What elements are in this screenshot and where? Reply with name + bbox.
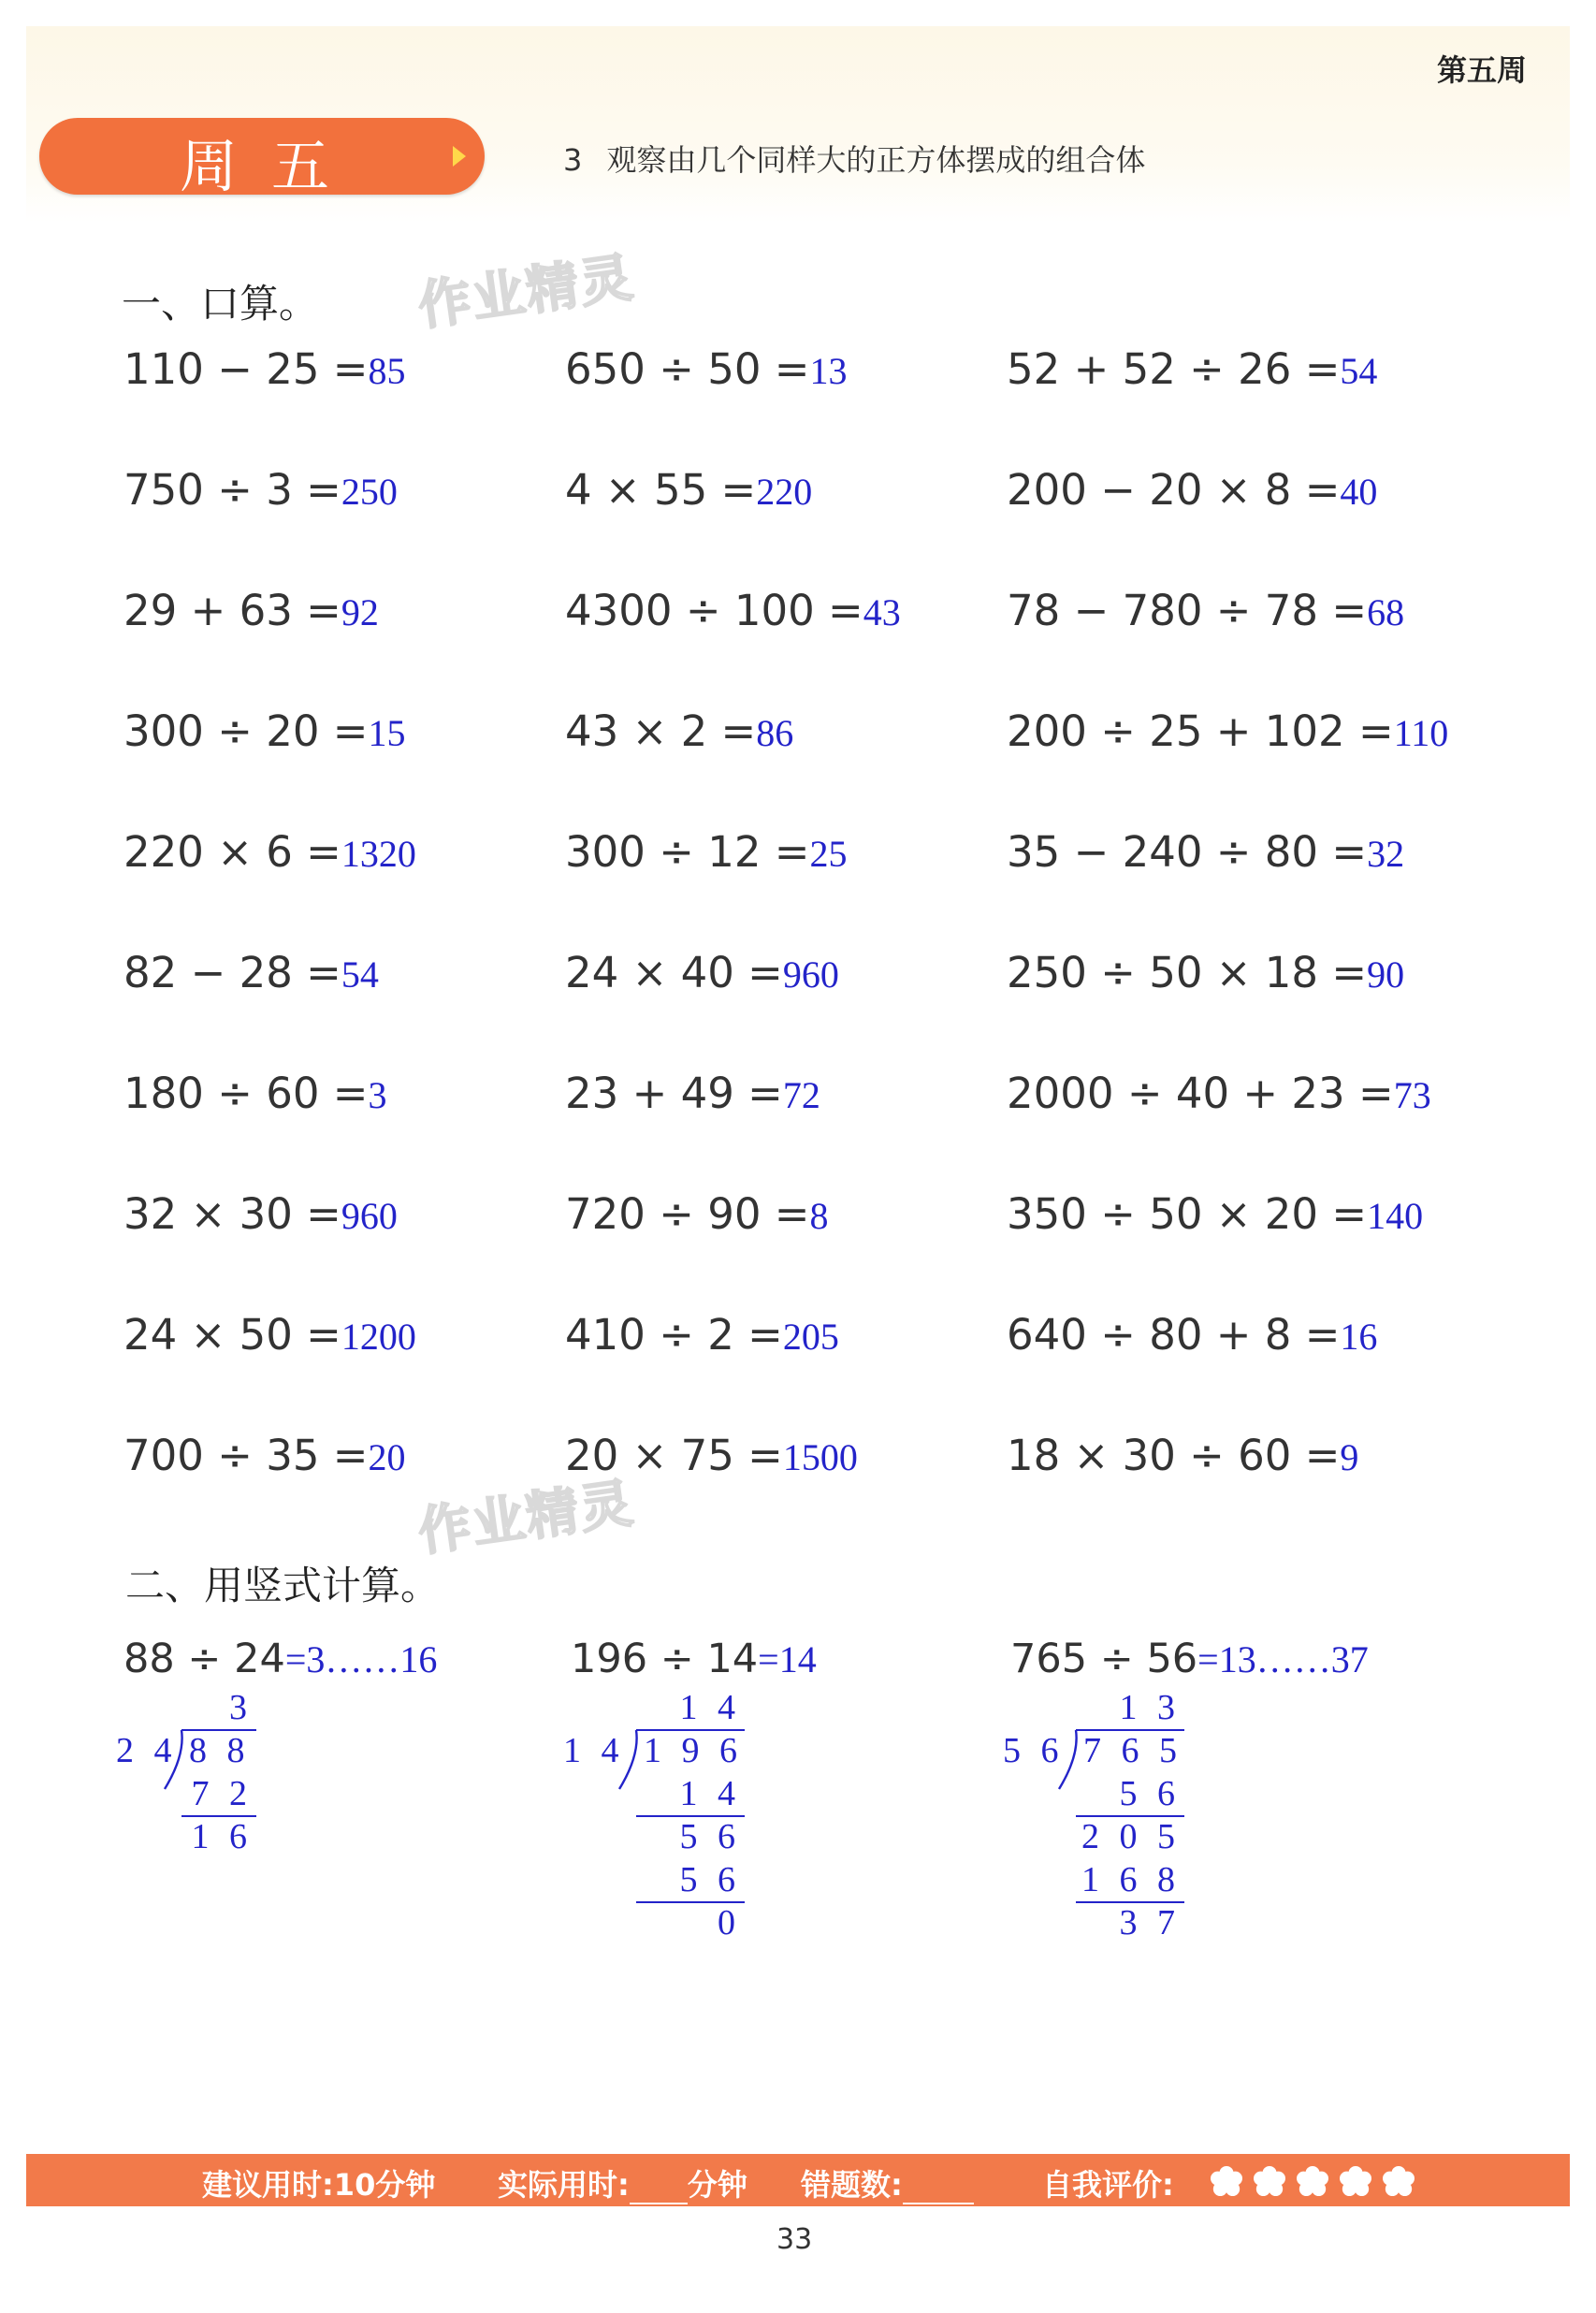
problem-expression: 410 ÷ 2 = bbox=[565, 1310, 783, 1360]
problem-answer[interactable]: 15 bbox=[368, 712, 406, 754]
mental-math-problem bbox=[565, 465, 812, 515]
problem-expression: 20 × 75 = bbox=[565, 1431, 783, 1480]
mental-math-problem bbox=[565, 586, 901, 635]
problem-answer[interactable]: 32 bbox=[1367, 833, 1405, 875]
lesson-title bbox=[563, 137, 1145, 180]
division-bracket bbox=[161, 1727, 189, 1793]
mental-math-problem bbox=[1007, 1069, 1431, 1118]
problem-expression: 720 ÷ 90 = bbox=[565, 1189, 810, 1239]
mental-math-problem bbox=[1007, 1431, 1358, 1480]
watermark: 作业精灵 bbox=[414, 247, 639, 338]
problem-expression: 220 × 6 = bbox=[123, 827, 341, 877]
problem-expression: 180 ÷ 60 = bbox=[123, 1069, 369, 1118]
problem-answer[interactable]: 54 bbox=[1340, 350, 1378, 392]
problem-answer[interactable]: 960 bbox=[341, 1195, 398, 1237]
division-quotient: 1 3 bbox=[1119, 1688, 1181, 1727]
mental-math-problem bbox=[565, 344, 847, 394]
error-count-blank[interactable] bbox=[903, 2178, 974, 2204]
problem-answer[interactable]: 25 bbox=[809, 833, 848, 875]
self-eval-stars bbox=[1209, 2165, 1416, 2197]
problem-expression: 29 + 63 = bbox=[123, 586, 341, 635]
problem-answer[interactable]: 72 bbox=[782, 1074, 820, 1116]
problem-answer[interactable]: 68 bbox=[1367, 591, 1405, 633]
problem-answer[interactable]: 1200 bbox=[341, 1316, 416, 1358]
arrow-right-icon bbox=[453, 146, 466, 167]
week-label: 第五周 bbox=[1436, 52, 1527, 88]
mental-math-problem bbox=[565, 1189, 828, 1239]
division-bracket bbox=[616, 1727, 644, 1793]
problem-answer[interactable]: 13 bbox=[809, 350, 848, 392]
problem-expression: 18 × 30 ÷ 60 = bbox=[1007, 1431, 1341, 1480]
problem-expression: 700 ÷ 35 = bbox=[123, 1431, 369, 1480]
problem-expression: 300 ÷ 12 = bbox=[565, 827, 810, 877]
problem-expression: 4300 ÷ 100 = bbox=[565, 586, 863, 635]
mental-math-problem bbox=[1007, 1310, 1377, 1360]
mental-math-problem bbox=[123, 465, 398, 515]
problem-answer[interactable]: 205 bbox=[782, 1316, 839, 1358]
mental-math-problem bbox=[123, 1069, 386, 1118]
problem-expression: 200 − 20 × 8 = bbox=[1007, 465, 1341, 515]
self-eval-label: 自我评价: bbox=[1042, 2167, 1174, 2203]
problem-answer[interactable]: 1500 bbox=[782, 1436, 858, 1478]
problem-answer[interactable]: 73 bbox=[1393, 1074, 1431, 1116]
problem-answer[interactable]: 20 bbox=[368, 1436, 406, 1478]
mental-math-problem bbox=[1007, 344, 1377, 394]
problem-answer[interactable]: 40 bbox=[1340, 471, 1378, 513]
error-count bbox=[801, 2161, 974, 2204]
division-divisor: 2 4 bbox=[116, 1731, 178, 1770]
division-answer[interactable]: =13……37 bbox=[1197, 1638, 1369, 1680]
division-step: 5 6 bbox=[679, 1860, 741, 1899]
division-divisor: 1 4 bbox=[563, 1731, 625, 1770]
mental-math-problem bbox=[1007, 948, 1404, 997]
flower-star-icon[interactable] bbox=[1209, 2165, 1244, 2197]
division-step: 5 6 bbox=[679, 1817, 741, 1856]
actual-time-label: 实际用时: bbox=[498, 2167, 630, 2203]
problem-answer[interactable]: 8 bbox=[809, 1195, 829, 1237]
division-step: 3 7 bbox=[1119, 1903, 1181, 1942]
mental-math-problem bbox=[123, 706, 405, 756]
division-step: 1 6 bbox=[191, 1817, 253, 1856]
lesson-number: 3 bbox=[563, 142, 583, 178]
day-tab-label: 周五 bbox=[180, 132, 364, 200]
problem-expression: 52 + 52 ÷ 26 = bbox=[1007, 344, 1341, 394]
problem-expression: 2000 ÷ 40 + 23 = bbox=[1007, 1069, 1394, 1118]
problem-expression: 250 ÷ 50 × 18 = bbox=[1007, 948, 1368, 997]
problem-answer[interactable]: 16 bbox=[1340, 1316, 1378, 1358]
section-title-mental-math: 一、口算。 bbox=[122, 281, 319, 327]
division-answer[interactable]: =14 bbox=[758, 1638, 817, 1680]
flower-star-icon[interactable] bbox=[1338, 2165, 1373, 2197]
mental-math-problem bbox=[1007, 586, 1404, 635]
mental-math-problem bbox=[123, 344, 405, 394]
problem-expression: 300 ÷ 20 = bbox=[123, 706, 369, 756]
mental-math-problem bbox=[1007, 1189, 1423, 1239]
problem-answer[interactable]: 3 bbox=[368, 1074, 387, 1116]
division-dividend: 1 9 6 bbox=[644, 1731, 743, 1770]
section-title-long-division: 二、用竖式计算。 bbox=[125, 1563, 441, 1608]
division-expression: 88 ÷ 24 bbox=[123, 1636, 285, 1682]
division-problem bbox=[1010, 1636, 1369, 1682]
actual-time-blank[interactable] bbox=[630, 2178, 688, 2204]
mental-math-problem bbox=[565, 706, 793, 756]
mental-math-problem bbox=[565, 948, 839, 997]
mental-math-problem bbox=[565, 1069, 820, 1118]
problem-answer[interactable]: 43 bbox=[863, 591, 901, 633]
day-tab bbox=[39, 118, 485, 200]
mental-math-problem bbox=[565, 1310, 839, 1360]
mental-math-problem bbox=[123, 586, 379, 635]
division-expression: 196 ÷ 14 bbox=[571, 1636, 759, 1682]
problem-expression: 35 − 240 ÷ 80 = bbox=[1007, 827, 1368, 877]
division-step: 1 4 bbox=[679, 1774, 741, 1813]
mental-math-problem bbox=[123, 948, 379, 997]
actual-time-unit: 分钟 bbox=[687, 2167, 747, 2203]
mental-math-problem bbox=[123, 827, 416, 877]
problem-expression: 650 ÷ 50 = bbox=[565, 344, 810, 394]
mental-math-problem bbox=[565, 827, 847, 877]
problem-expression: 82 − 28 = bbox=[123, 948, 341, 997]
mental-math-problem bbox=[123, 1310, 416, 1360]
division-problem bbox=[123, 1636, 437, 1682]
division-step: 0 bbox=[718, 1903, 741, 1942]
problem-expression: 110 − 25 = bbox=[123, 344, 369, 394]
problem-answer[interactable]: 9 bbox=[1340, 1436, 1359, 1478]
division-answer[interactable]: =3……16 bbox=[284, 1638, 438, 1680]
problem-answer[interactable]: 92 bbox=[341, 591, 379, 633]
problem-expression: 78 − 780 ÷ 78 = bbox=[1007, 586, 1368, 635]
problem-answer[interactable]: 220 bbox=[756, 471, 813, 513]
division-divisor: 5 6 bbox=[1003, 1731, 1065, 1770]
suggested-time: 建议用时:10分钟 bbox=[202, 2167, 436, 2203]
problem-expression: 200 ÷ 25 + 102 = bbox=[1007, 706, 1394, 756]
problem-answer[interactable]: 90 bbox=[1367, 953, 1405, 996]
mental-math-problem bbox=[1007, 465, 1377, 515]
problem-expression: 4 × 55 = bbox=[565, 465, 757, 515]
problem-expression: 32 × 30 = bbox=[123, 1189, 341, 1239]
division-quotient: 3 bbox=[229, 1688, 253, 1727]
problem-answer[interactable]: 54 bbox=[341, 953, 379, 996]
division-step: 1 6 8 bbox=[1081, 1860, 1181, 1899]
problem-answer[interactable]: 250 bbox=[341, 471, 398, 513]
problem-answer[interactable]: 140 bbox=[1367, 1195, 1424, 1237]
problem-answer[interactable]: 1320 bbox=[341, 833, 416, 875]
division-expression: 765 ÷ 56 bbox=[1010, 1636, 1198, 1682]
lesson-title-text: 观察由几个同样大的正方体摆成的组合体 bbox=[606, 142, 1146, 178]
footer-bar bbox=[26, 2154, 1570, 2206]
problem-expression: 23 + 49 = bbox=[565, 1069, 783, 1118]
actual-time bbox=[498, 2161, 747, 2204]
error-count-label: 错题数: bbox=[801, 2167, 903, 2203]
mental-math-problem bbox=[123, 1189, 398, 1239]
division-step: 2 0 5 bbox=[1081, 1817, 1181, 1856]
problem-expression: 350 ÷ 50 × 20 = bbox=[1007, 1189, 1368, 1239]
mental-math-problem bbox=[1007, 706, 1448, 756]
division-dividend: 7 6 5 bbox=[1083, 1731, 1182, 1770]
mental-math-problem bbox=[1007, 827, 1404, 877]
division-dividend: 8 8 bbox=[189, 1731, 251, 1770]
flower-star-icon[interactable] bbox=[1252, 2165, 1287, 2197]
page-number: 33 bbox=[776, 2223, 813, 2256]
problem-answer[interactable]: 960 bbox=[782, 953, 839, 996]
problem-expression: 640 ÷ 80 + 8 = bbox=[1007, 1310, 1341, 1360]
problem-expression: 24 × 40 = bbox=[565, 948, 783, 997]
division-bracket bbox=[1055, 1727, 1083, 1793]
problem-answer[interactable]: 86 bbox=[756, 712, 794, 754]
division-problem bbox=[571, 1636, 817, 1682]
flower-star-icon[interactable] bbox=[1381, 2165, 1416, 2197]
mental-math-problem bbox=[123, 1431, 405, 1480]
problem-answer[interactable]: 85 bbox=[368, 350, 406, 392]
division-quotient: 1 4 bbox=[679, 1688, 741, 1727]
division-step: 5 6 bbox=[1119, 1774, 1181, 1813]
watermark: 作业精灵 bbox=[414, 1473, 639, 1564]
division-step: 7 2 bbox=[191, 1774, 253, 1813]
flower-star-icon[interactable] bbox=[1295, 2165, 1330, 2197]
problem-expression: 43 × 2 = bbox=[565, 706, 757, 756]
problem-answer[interactable]: 110 bbox=[1393, 712, 1449, 754]
problem-expression: 24 × 50 = bbox=[123, 1310, 341, 1360]
problem-expression: 750 ÷ 3 = bbox=[123, 465, 341, 515]
